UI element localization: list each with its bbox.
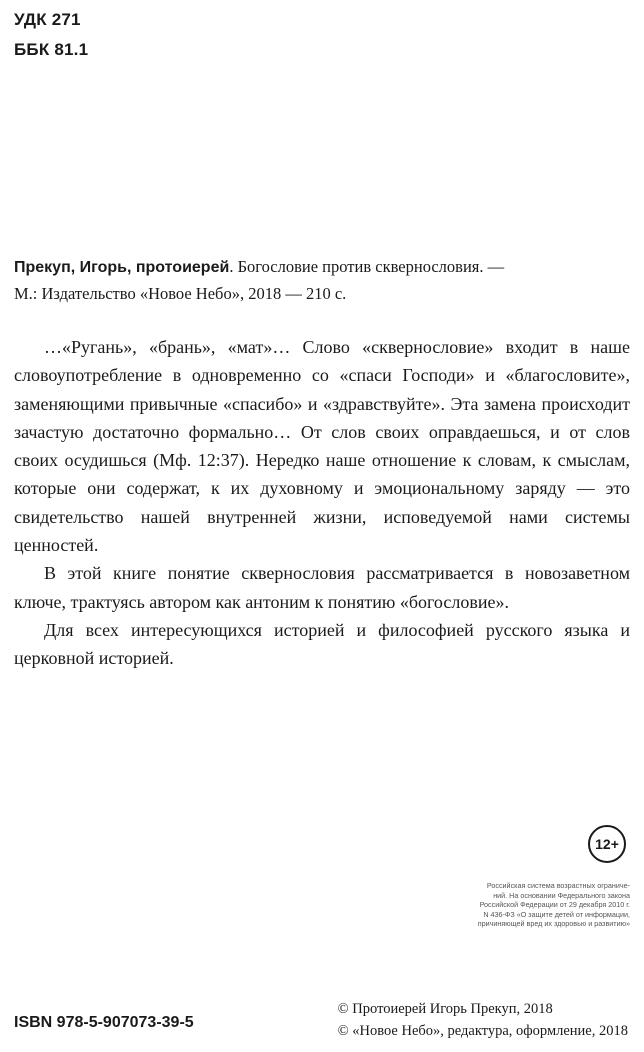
isbn: ISBN 978-5-907073-39-5 <box>14 1014 194 1031</box>
age-note-line: Российская система возрастных ограниче- <box>486 881 630 890</box>
annotation-paragraph: Для всех интересующихся историей и философией русского языка и церковной историей. <box>14 619 630 669</box>
book-title: . Богословие против сквернословия. — <box>229 257 505 276</box>
annotation <box>14 333 630 673</box>
bibliographic-record <box>14 254 629 307</box>
author-name: Прекуп, Игорь, протоиерей <box>14 259 230 276</box>
age-note-line: Российской Федерации от 29 декабря 2010 г. <box>479 900 630 909</box>
annotation-paragraph: …«Ругань», «брань», «мат»… Слово «сквернословие» входит в наше словоупотребление в одновременно со «спаси Господи» и «благословите», заменяющими привычные «спасибо» и «здравствуйте». Эта замена происходит зачастую достаточно формально… От слов своих оправдаешься, и от слов своих осудишься (Мф. 12:37). Нередко наше отношение к словам, к смыслам, которые они содержат, к их духовному и эмоциональному заряду — это свидетельство нашей внутренней жизни, исповедуемой нами системы ценностей. <box>14 337 630 556</box>
age-rating-note <box>470 881 630 929</box>
udk-code: УДК 271 <box>14 10 81 29</box>
age-rating-badge: 12+ <box>588 825 626 863</box>
copyright-line: © «Новое Небо», редактура, оформление, 2018 <box>337 1023 628 1039</box>
age-note-line: N 436-ФЗ «О защите детей от информации, <box>483 909 630 919</box>
bbk-code: ББК 81.1 <box>14 40 89 59</box>
copyright-line: © Протоиерей Игорь Прекуп, 2018 <box>337 1001 553 1017</box>
annotation-paragraph: В этой книге понятие сквернословия рассматривается в новозаветном ключе, трактуясь автором как антоним к понятию «богословие». <box>14 563 630 612</box>
age-note-line: ний. На основании Федерального закона <box>493 890 630 900</box>
copyright-block <box>338 998 628 1042</box>
publication-info: М.: Издательство «Новое Небо», 2018 — 210 с. <box>14 284 347 303</box>
age-note-line: причиняющей вред их здоровью и развитию» <box>477 919 630 928</box>
